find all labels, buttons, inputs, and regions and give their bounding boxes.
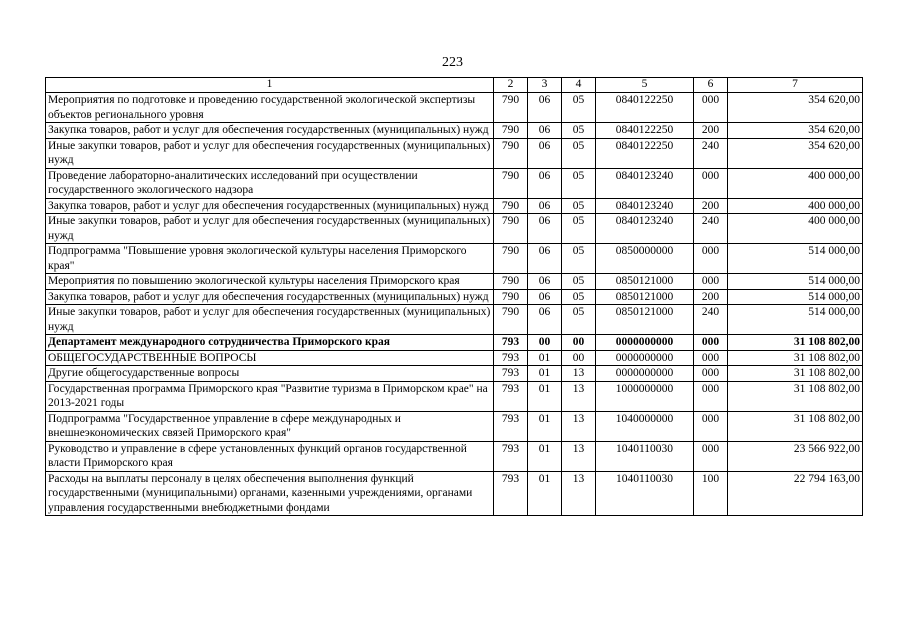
header-row: [46, 78, 863, 93]
row-col-2: 790: [494, 168, 528, 198]
row-col-3: 06: [528, 198, 562, 214]
table-row: [46, 214, 863, 244]
row-col-4: 13: [562, 471, 596, 516]
row-col-5: 0840122250: [596, 138, 694, 168]
row-name: Государственная программа Приморского края "Развитие туризма в Приморском крае" на 2013-2021 годы: [46, 381, 494, 411]
row-col-4: 05: [562, 138, 596, 168]
row-col-6: 200: [694, 198, 728, 214]
row-col-4: 05: [562, 274, 596, 290]
row-col-5: 1040110030: [596, 441, 694, 471]
row-amount: 31 108 802,00: [728, 366, 863, 382]
table-row: [46, 289, 863, 305]
row-name: Расходы на выплаты персоналу в целях обеспечения выполнения функций государственными (муниципальными) органами, казенными учреждениями, органами управления государственными внебюджетными фондами: [46, 471, 494, 516]
row-col-6: 000: [694, 411, 728, 441]
row-amount: 354 620,00: [728, 93, 863, 123]
table-row: [46, 366, 863, 382]
row-col-2: 790: [494, 289, 528, 305]
row-col-3: 06: [528, 274, 562, 290]
row-col-6: 240: [694, 214, 728, 244]
table-row: [46, 471, 863, 516]
row-name: Закупка товаров, работ и услуг для обеспечения государственных (муниципальных) нужд: [46, 198, 494, 214]
table-row: [46, 335, 863, 351]
row-col-6: 240: [694, 305, 728, 335]
row-col-4: 00: [562, 335, 596, 351]
row-name: Закупка товаров, работ и услуг для обеспечения государственных (муниципальных) нужд: [46, 289, 494, 305]
row-col-5: 0850121000: [596, 289, 694, 305]
row-col-6: 240: [694, 138, 728, 168]
row-amount: 514 000,00: [728, 244, 863, 274]
table-row: [46, 381, 863, 411]
row-col-5: 1040000000: [596, 411, 694, 441]
row-col-2: 790: [494, 198, 528, 214]
row-name: Руководство и управление в сфере установленных функций органов государственной власти Приморского края: [46, 441, 494, 471]
page-number: 223: [442, 55, 463, 70]
row-col-2: 793: [494, 335, 528, 351]
row-col-4: 05: [562, 289, 596, 305]
row-col-5: 0840123240: [596, 168, 694, 198]
row-amount: 23 566 922,00: [728, 441, 863, 471]
row-col-3: 01: [528, 350, 562, 366]
header-col-4: 4: [562, 78, 596, 93]
header-col-6: 6: [694, 78, 728, 93]
row-name: Закупка товаров, работ и услуг для обеспечения государственных (муниципальных) нужд: [46, 123, 494, 139]
row-amount: 31 108 802,00: [728, 335, 863, 351]
row-col-5: 0000000000: [596, 366, 694, 382]
row-col-4: 05: [562, 198, 596, 214]
row-col-3: 06: [528, 168, 562, 198]
row-col-3: 01: [528, 381, 562, 411]
row-col-6: 000: [694, 350, 728, 366]
row-col-5: 1040110030: [596, 471, 694, 516]
row-col-3: 01: [528, 471, 562, 516]
row-col-2: 793: [494, 471, 528, 516]
row-col-3: 06: [528, 214, 562, 244]
row-amount: 400 000,00: [728, 198, 863, 214]
row-col-2: 790: [494, 274, 528, 290]
row-col-5: 0850121000: [596, 305, 694, 335]
row-col-5: 0840122250: [596, 93, 694, 123]
table-row: [46, 411, 863, 441]
row-name: Мероприятия по повышению экологической культуры населения Приморского края: [46, 274, 494, 290]
row-col-2: 793: [494, 381, 528, 411]
row-name: ОБЩЕГОСУДАРСТВЕННЫЕ ВОПРОСЫ: [46, 350, 494, 366]
table-row: [46, 123, 863, 139]
row-col-4: 13: [562, 366, 596, 382]
row-amount: 31 108 802,00: [728, 381, 863, 411]
table-row: [46, 274, 863, 290]
row-col-3: 06: [528, 244, 562, 274]
row-amount: 22 794 163,00: [728, 471, 863, 516]
header-col-5: 5: [596, 78, 694, 93]
row-col-6: 000: [694, 366, 728, 382]
row-col-5: 0840123240: [596, 198, 694, 214]
table-body: [46, 93, 863, 516]
row-col-6: 000: [694, 168, 728, 198]
row-col-2: 793: [494, 441, 528, 471]
table-row: [46, 138, 863, 168]
row-col-6: 000: [694, 244, 728, 274]
row-col-5: 0840123240: [596, 214, 694, 244]
row-col-4: 13: [562, 411, 596, 441]
row-col-3: 06: [528, 138, 562, 168]
row-col-3: 00: [528, 335, 562, 351]
row-col-2: 793: [494, 411, 528, 441]
row-col-5: 0000000000: [596, 335, 694, 351]
row-col-5: 1000000000: [596, 381, 694, 411]
row-col-3: 06: [528, 305, 562, 335]
row-col-4: 05: [562, 93, 596, 123]
table-row: [46, 168, 863, 198]
row-col-4: 13: [562, 441, 596, 471]
row-col-4: 05: [562, 168, 596, 198]
table-row: [46, 93, 863, 123]
row-name: Департамент международного сотрудничества Приморского края: [46, 335, 494, 351]
row-col-2: 790: [494, 244, 528, 274]
row-col-6: 000: [694, 274, 728, 290]
row-col-4: 05: [562, 123, 596, 139]
row-name: Иные закупки товаров, работ и услуг для обеспечения государственных (муниципальных) нужд: [46, 305, 494, 335]
table-row: [46, 198, 863, 214]
row-name: Иные закупки товаров, работ и услуг для обеспечения государственных (муниципальных) нужд: [46, 214, 494, 244]
row-col-6: 200: [694, 289, 728, 305]
row-col-2: 790: [494, 123, 528, 139]
row-col-3: 01: [528, 411, 562, 441]
row-amount: 354 620,00: [728, 123, 863, 139]
table-header: [46, 78, 863, 93]
row-col-3: 06: [528, 93, 562, 123]
header-col-7: 7: [728, 78, 863, 93]
row-col-2: 790: [494, 305, 528, 335]
row-amount: 31 108 802,00: [728, 350, 863, 366]
row-col-2: 790: [494, 93, 528, 123]
row-col-6: 100: [694, 471, 728, 516]
row-col-5: 0000000000: [596, 350, 694, 366]
row-name: Мероприятия по подготовке и проведению государственной экологической экспертизы объектов регионального уровня: [46, 93, 494, 123]
row-col-6: 000: [694, 335, 728, 351]
row-col-3: 06: [528, 123, 562, 139]
row-col-2: 790: [494, 214, 528, 244]
row-col-4: 05: [562, 214, 596, 244]
row-amount: 514 000,00: [728, 274, 863, 290]
row-col-2: 790: [494, 138, 528, 168]
table-row: [46, 305, 863, 335]
row-name: Подпрограмма "Повышение уровня экологической культуры населения Приморского края": [46, 244, 494, 274]
row-col-3: 06: [528, 289, 562, 305]
budget-table: [45, 77, 863, 516]
row-col-5: 0840122250: [596, 123, 694, 139]
header-col-3: 3: [528, 78, 562, 93]
row-col-2: 793: [494, 366, 528, 382]
row-col-4: 05: [562, 305, 596, 335]
row-col-6: 200: [694, 123, 728, 139]
header-col-2: 2: [494, 78, 528, 93]
row-col-6: 000: [694, 381, 728, 411]
row-name: Проведение лабораторно-аналитических исследований при осуществлении государственного экологического надзора: [46, 168, 494, 198]
row-amount: 354 620,00: [728, 138, 863, 168]
row-col-6: 000: [694, 441, 728, 471]
row-col-5: 0850000000: [596, 244, 694, 274]
row-col-4: 13: [562, 381, 596, 411]
row-col-4: 00: [562, 350, 596, 366]
row-amount: 514 000,00: [728, 289, 863, 305]
row-col-4: 05: [562, 244, 596, 274]
row-name: Иные закупки товаров, работ и услуг для обеспечения государственных (муниципальных) нужд: [46, 138, 494, 168]
row-amount: 400 000,00: [728, 168, 863, 198]
row-col-3: 01: [528, 366, 562, 382]
row-amount: 400 000,00: [728, 214, 863, 244]
row-amount: 31 108 802,00: [728, 411, 863, 441]
row-col-6: 000: [694, 93, 728, 123]
table-row: [46, 350, 863, 366]
row-col-5: 0850121000: [596, 274, 694, 290]
row-col-3: 01: [528, 441, 562, 471]
header-col-1: 1: [46, 78, 494, 93]
row-amount: 514 000,00: [728, 305, 863, 335]
row-name: Подпрограмма "Государственное управление в сфере международных и внешнеэкономических связей Приморского края": [46, 411, 494, 441]
row-name: Другие общегосударственные вопросы: [46, 366, 494, 382]
table-row: [46, 244, 863, 274]
row-col-2: 793: [494, 350, 528, 366]
table-row: [46, 441, 863, 471]
